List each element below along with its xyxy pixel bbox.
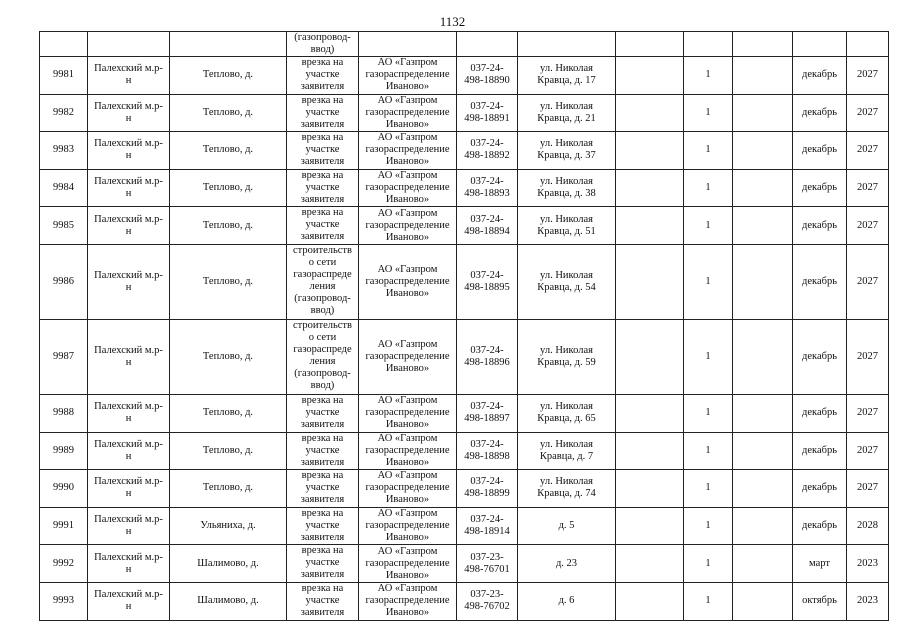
- empty-cell: [733, 244, 793, 319]
- row-number-cell: 9992: [40, 545, 88, 583]
- object-code-cell: 037-24- 498-18896: [457, 319, 518, 394]
- quantity-cell: 1: [684, 57, 733, 95]
- empty-cell: [733, 470, 793, 508]
- municipality-cell: Палехский м.р- н: [88, 132, 170, 170]
- address-cell: ул. Николая Кравца, д. 74: [518, 470, 616, 508]
- row-number-cell: 9990: [40, 470, 88, 508]
- municipality-cell: Палехский м.р- н: [88, 545, 170, 583]
- row-number-cell: 9987: [40, 319, 88, 394]
- work-type-cell: врезка на участке заявителя: [287, 470, 359, 508]
- empty-cell: [170, 32, 287, 57]
- table-row: [40, 507, 889, 545]
- row-number-cell: 9991: [40, 507, 88, 545]
- empty-cell: [733, 94, 793, 132]
- page-number: 1132: [439, 14, 466, 29]
- empty-cell: [518, 32, 616, 57]
- object-code-cell: 037-24- 498-18890: [457, 57, 518, 95]
- month-cell: декабрь: [793, 507, 847, 545]
- table-row: [40, 432, 889, 470]
- municipality-cell: Палехский м.р- н: [88, 470, 170, 508]
- object-code-cell: 037-24- 498-18894: [457, 207, 518, 245]
- year-cell: 2027: [847, 432, 889, 470]
- table-body: [40, 32, 889, 621]
- month-cell: декабрь: [793, 94, 847, 132]
- organization-cell: АО «Газпром газораспределение Иваново»: [359, 94, 457, 132]
- address-cell: ул. Николая Кравца, д. 21: [518, 94, 616, 132]
- empty-cell: [733, 132, 793, 170]
- work-type-cell: строительств о сети газораспреде ления (газопровод- ввод): [287, 244, 359, 319]
- month-cell: декабрь: [793, 169, 847, 207]
- municipality-cell: Палехский м.р- н: [88, 507, 170, 545]
- organization-cell: АО «Газпром газораспределение Иваново»: [359, 507, 457, 545]
- object-code-cell: 037-24- 498-18914: [457, 507, 518, 545]
- row-number-cell: 9981: [40, 57, 88, 95]
- year-cell: 2023: [847, 582, 889, 620]
- empty-cell: [733, 57, 793, 95]
- empty-cell: [359, 32, 457, 57]
- work-type-cell: (газопровод- ввод): [287, 32, 359, 57]
- empty-cell: [616, 432, 684, 470]
- year-cell: 2027: [847, 319, 889, 394]
- object-code-cell: 037-24- 498-18898: [457, 432, 518, 470]
- quantity-cell: 1: [684, 432, 733, 470]
- row-number-cell: 9993: [40, 582, 88, 620]
- quantity-cell: 1: [684, 169, 733, 207]
- month-cell: декабрь: [793, 132, 847, 170]
- table-row: [40, 470, 889, 508]
- settlement-cell: Теплово, д.: [170, 169, 287, 207]
- year-cell: 2027: [847, 94, 889, 132]
- empty-cell: [733, 32, 793, 57]
- month-cell: декабрь: [793, 207, 847, 245]
- organization-cell: АО «Газпром газораспределение Иваново»: [359, 244, 457, 319]
- organization-cell: АО «Газпром газораспределение Иваново»: [359, 207, 457, 245]
- empty-cell: [616, 507, 684, 545]
- organization-cell: АО «Газпром газораспределение Иваново»: [359, 319, 457, 394]
- quantity-cell: 1: [684, 394, 733, 432]
- empty-cell: [457, 32, 518, 57]
- empty-cell: [733, 582, 793, 620]
- settlement-cell: Теплово, д.: [170, 132, 287, 170]
- month-cell: декабрь: [793, 319, 847, 394]
- month-cell: декабрь: [793, 57, 847, 95]
- work-type-cell: врезка на участке заявителя: [287, 132, 359, 170]
- empty-cell: [616, 57, 684, 95]
- municipality-cell: Палехский м.р- н: [88, 207, 170, 245]
- empty-cell: [616, 132, 684, 170]
- address-cell: д. 23: [518, 545, 616, 583]
- settlement-cell: Шалимово, д.: [170, 545, 287, 583]
- table-row: [40, 94, 889, 132]
- empty-cell: [733, 169, 793, 207]
- empty-cell: [684, 32, 733, 57]
- row-number-cell: 9982: [40, 94, 88, 132]
- quantity-cell: 1: [684, 582, 733, 620]
- row-number-cell: 9984: [40, 169, 88, 207]
- table-row: [40, 132, 889, 170]
- address-cell: ул. Николая Кравца, д. 38: [518, 169, 616, 207]
- work-type-cell: врезка на участке заявителя: [287, 57, 359, 95]
- empty-cell: [616, 244, 684, 319]
- object-code-cell: 037-23- 498-76701: [457, 545, 518, 583]
- work-type-cell: врезка на участке заявителя: [287, 94, 359, 132]
- year-cell: 2027: [847, 132, 889, 170]
- year-cell: 2028: [847, 507, 889, 545]
- year-cell: 2027: [847, 394, 889, 432]
- municipality-cell: Палехский м.р- н: [88, 319, 170, 394]
- empty-cell: [847, 32, 889, 57]
- settlement-cell: Теплово, д.: [170, 207, 287, 245]
- organization-cell: АО «Газпром газораспределение Иваново»: [359, 545, 457, 583]
- object-code-cell: 037-23- 498-76702: [457, 582, 518, 620]
- settlement-cell: Теплово, д.: [170, 432, 287, 470]
- municipality-cell: Палехский м.р- н: [88, 94, 170, 132]
- year-cell: 2027: [847, 169, 889, 207]
- empty-cell: [616, 319, 684, 394]
- work-type-cell: врезка на участке заявителя: [287, 169, 359, 207]
- quantity-cell: 1: [684, 507, 733, 545]
- quantity-cell: 1: [684, 470, 733, 508]
- year-cell: 2027: [847, 244, 889, 319]
- row-number-cell: 9988: [40, 394, 88, 432]
- settlement-cell: Теплово, д.: [170, 319, 287, 394]
- empty-cell: [733, 507, 793, 545]
- address-cell: ул. Николая Кравца, д. 37: [518, 132, 616, 170]
- organization-cell: АО «Газпром газораспределение Иваново»: [359, 582, 457, 620]
- month-cell: декабрь: [793, 432, 847, 470]
- quantity-cell: 1: [684, 244, 733, 319]
- work-plan-table: [39, 31, 889, 621]
- month-cell: декабрь: [793, 244, 847, 319]
- settlement-cell: Теплово, д.: [170, 394, 287, 432]
- empty-cell: [793, 32, 847, 57]
- work-type-cell: врезка на участке заявителя: [287, 432, 359, 470]
- work-type-cell: врезка на участке заявителя: [287, 507, 359, 545]
- municipality-cell: Палехский м.р- н: [88, 57, 170, 95]
- object-code-cell: 037-24- 498-18893: [457, 169, 518, 207]
- settlement-cell: Теплово, д.: [170, 470, 287, 508]
- empty-cell: [616, 169, 684, 207]
- year-cell: 2023: [847, 545, 889, 583]
- municipality-cell: Палехский м.р- н: [88, 394, 170, 432]
- object-code-cell: 037-24- 498-18895: [457, 244, 518, 319]
- year-cell: 2027: [847, 207, 889, 245]
- table-row: [40, 545, 889, 583]
- month-cell: октябрь: [793, 582, 847, 620]
- quantity-cell: 1: [684, 94, 733, 132]
- organization-cell: АО «Газпром газораспределение Иваново»: [359, 57, 457, 95]
- settlement-cell: Теплово, д.: [170, 94, 287, 132]
- empty-cell: [616, 470, 684, 508]
- empty-cell: [733, 394, 793, 432]
- quantity-cell: 1: [684, 132, 733, 170]
- organization-cell: АО «Газпром газораспределение Иваново»: [359, 132, 457, 170]
- organization-cell: АО «Газпром газораспределение Иваново»: [359, 394, 457, 432]
- object-code-cell: 037-24- 498-18897: [457, 394, 518, 432]
- quantity-cell: 1: [684, 545, 733, 583]
- table-row: [40, 207, 889, 245]
- quantity-cell: 1: [684, 207, 733, 245]
- settlement-cell: Шалимово, д.: [170, 582, 287, 620]
- empty-cell: [733, 432, 793, 470]
- municipality-cell: Палехский м.р- н: [88, 244, 170, 319]
- address-cell: ул. Николая Кравца, д. 59: [518, 319, 616, 394]
- empty-cell: [616, 545, 684, 583]
- row-number-cell: 9986: [40, 244, 88, 319]
- month-cell: декабрь: [793, 394, 847, 432]
- work-type-cell: врезка на участке заявителя: [287, 545, 359, 583]
- address-cell: д. 6: [518, 582, 616, 620]
- object-code-cell: 037-24- 498-18899: [457, 470, 518, 508]
- settlement-cell: Теплово, д.: [170, 244, 287, 319]
- address-cell: ул. Николая Кравца, д. 17: [518, 57, 616, 95]
- empty-cell: [733, 207, 793, 245]
- work-type-cell: врезка на участке заявителя: [287, 394, 359, 432]
- work-type-cell: врезка на участке заявителя: [287, 582, 359, 620]
- month-cell: декабрь: [793, 470, 847, 508]
- row-number-cell: 9985: [40, 207, 88, 245]
- empty-cell: [40, 32, 88, 57]
- table-row-continued: [40, 32, 889, 57]
- municipality-cell: Палехский м.р- н: [88, 432, 170, 470]
- table-row: [40, 582, 889, 620]
- organization-cell: АО «Газпром газораспределение Иваново»: [359, 432, 457, 470]
- object-code-cell: 037-24- 498-18891: [457, 94, 518, 132]
- table-row: [40, 244, 889, 319]
- year-cell: 2027: [847, 57, 889, 95]
- address-cell: ул. Николая Кравца, д. 51: [518, 207, 616, 245]
- empty-cell: [616, 32, 684, 57]
- settlement-cell: Теплово, д.: [170, 57, 287, 95]
- quantity-cell: 1: [684, 319, 733, 394]
- empty-cell: [88, 32, 170, 57]
- address-cell: ул. Николая Кравца, д. 65: [518, 394, 616, 432]
- row-number-cell: 9983: [40, 132, 88, 170]
- year-cell: 2027: [847, 470, 889, 508]
- table-row: [40, 57, 889, 95]
- organization-cell: АО «Газпром газораспределение Иваново»: [359, 169, 457, 207]
- empty-cell: [616, 94, 684, 132]
- work-type-cell: врезка на участке заявителя: [287, 207, 359, 245]
- object-code-cell: 037-24- 498-18892: [457, 132, 518, 170]
- row-number-cell: 9989: [40, 432, 88, 470]
- empty-cell: [616, 207, 684, 245]
- table-row: [40, 319, 889, 394]
- empty-cell: [616, 582, 684, 620]
- empty-cell: [616, 394, 684, 432]
- month-cell: март: [793, 545, 847, 583]
- settlement-cell: Ульяниха, д.: [170, 507, 287, 545]
- empty-cell: [733, 319, 793, 394]
- work-type-cell: строительств о сети газораспреде ления (газопровод- ввод): [287, 319, 359, 394]
- address-cell: д. 5: [518, 507, 616, 545]
- empty-cell: [733, 545, 793, 583]
- table-row: [40, 169, 889, 207]
- municipality-cell: Палехский м.р- н: [88, 582, 170, 620]
- organization-cell: АО «Газпром газораспределение Иваново»: [359, 470, 457, 508]
- municipality-cell: Палехский м.р- н: [88, 169, 170, 207]
- address-cell: ул. Николая Кравца, д. 7: [518, 432, 616, 470]
- table-row: [40, 394, 889, 432]
- address-cell: ул. Николая Кравца, д. 54: [518, 244, 616, 319]
